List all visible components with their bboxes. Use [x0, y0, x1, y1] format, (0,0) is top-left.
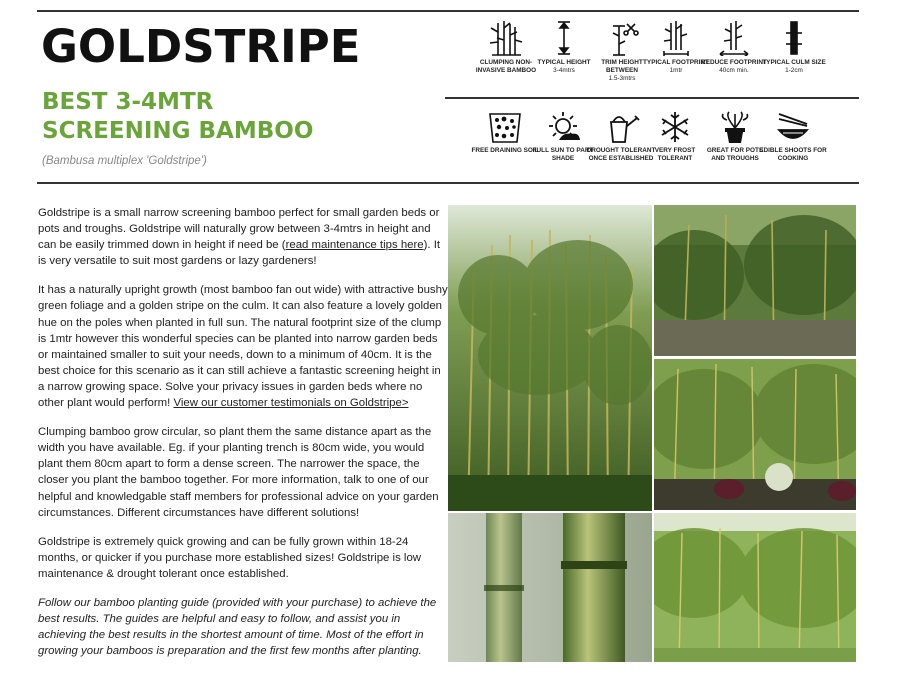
maintenance-tips-link[interactable]: read maintenance tips here: [285, 239, 424, 252]
frost-icon: [655, 110, 695, 144]
feature-label: TRIM HEIGHT BETWEEN: [601, 59, 643, 74]
feature-label: FULL SUN TO PART SHADE: [532, 147, 594, 162]
botanical-name: (Bambusa multiplex 'Goldstripe'): [42, 155, 207, 167]
icon-row-divider: [445, 97, 859, 99]
paragraph-guide: Follow our bamboo planting guide (provided with your purchase) to achieve the best results. The guides are helpful and easy to follow, and assist you in achieving the best results in the shortest amount of time. Most of the effort in growing your bamboos is preparation and the first few months after planting.: [38, 596, 437, 658]
paragraph-planting: Clumping bamboo grow circular, so plant them the same distance apart as the width you have available. Eg. if your planting trench is 80cm wide, you would plant them 80cm apart to form a dense screen. The narrower the space, the closer you plant the bamboo together. For more information, talk to one of our helpful and knowledgable staff members for professional advice on your garden circumstances. Different circumstances have different solutions!: [38, 426, 439, 519]
paragraph-growth-rate: Goldstripe is extremely quick growing and can be fully grown within 18-24 months, or quicker if you purchase more established sizes! Goldstripe is low maintenance & drought tolerant once established.: [38, 535, 422, 580]
bamboo-garden-photo: [654, 205, 856, 356]
culm-closeup-photo: [448, 513, 652, 662]
footprint-icon: [656, 20, 696, 56]
feature-culm-size: [759, 20, 829, 75]
paragraph-text: It has a naturally upright growth (most bamboo fan out wide) with attractive bushy green foliage and a golden stripe on the culm. It can also feature a lovely golden hue on the poles when planted in full sun. The natural footprint size of the clump is 1mtr however this wonderful species can be planted into narrow garden beds or maintained smaller to suit your needs, down to a minimum of 40cm. It is the best choice for this scenario as it can still achieve a fantastic screening height in a narrow growing space. Solve your privacy issues in garden beds where no other plant would perform!: [38, 284, 448, 410]
feature-label: TYPICAL CULM SIZE: [762, 59, 826, 66]
feature-label: TYPICAL HEIGHT: [537, 59, 591, 66]
feature-value: 1mtr: [669, 67, 683, 74]
paragraph-text: ). It is very versatile to suit most gardens or lazy gardeners!: [38, 239, 441, 268]
feature-value: 1-2cm: [785, 67, 803, 74]
reduce-footprint-icon: [714, 20, 754, 56]
height-arrow-icon: [544, 20, 584, 56]
clumping-bamboo-icon: [486, 20, 526, 56]
page-title: GOLDSTRIPE: [41, 20, 361, 73]
feature-label: DROUGHT TOLERANT ONCE ESTABLISHED: [586, 147, 656, 162]
description: [38, 205, 448, 672]
subtitle-line-1: BEST 3-4MTR: [42, 89, 214, 115]
bamboo-screen-photo: [654, 359, 856, 510]
paragraph-intro: [38, 205, 448, 269]
header-divider: [37, 182, 859, 184]
feature-label: EDIBLE SHOOTS FOR COOKING: [759, 147, 827, 162]
paragraph-text: Goldstripe is a small narrow screening bamboo perfect for small garden beds or pots and troughs. Goldstripe will naturally grow between 3-4mtrs in height and can be easily trimmed down in height if need be (: [38, 207, 440, 252]
bamboo-hedge-photo: [654, 513, 856, 662]
subtitle-line-2: SCREENING BAMBOO: [42, 118, 314, 144]
feature-label: FREE DRAINING SOIL: [471, 147, 539, 154]
sun-icon: [543, 110, 583, 144]
feature-value: 1.5-3mtrs: [608, 75, 636, 82]
feature-label: VERY FROST TOLERANT: [654, 147, 696, 162]
bamboo-clump-photo: [448, 205, 652, 511]
testimonials-link[interactable]: View our customer testimonials on Goldstripe>: [173, 397, 409, 410]
feature-value: 40cm min.: [719, 67, 749, 74]
paragraph-growth: [38, 282, 448, 411]
feature-label: GREAT FOR POTS AND TROUGHS: [706, 147, 764, 162]
bowl-chopsticks-icon: [773, 110, 813, 144]
feature-label: TYPICAL FOOTPRINT: [643, 59, 709, 66]
trim-height-icon: [602, 20, 642, 56]
top-divider: [37, 10, 859, 12]
feature-label: REDUCE FOOTPRINT: [701, 59, 767, 66]
feature-edible: [758, 110, 828, 163]
soil-icon: [485, 110, 525, 144]
pot-icon: [715, 110, 755, 144]
watering-can-icon: [601, 110, 641, 144]
feature-label: CLUMPING NON-INVASIVE BAMBOO: [475, 59, 537, 74]
culm-size-icon: [774, 20, 814, 56]
feature-value: 3-4mtrs: [553, 67, 575, 74]
